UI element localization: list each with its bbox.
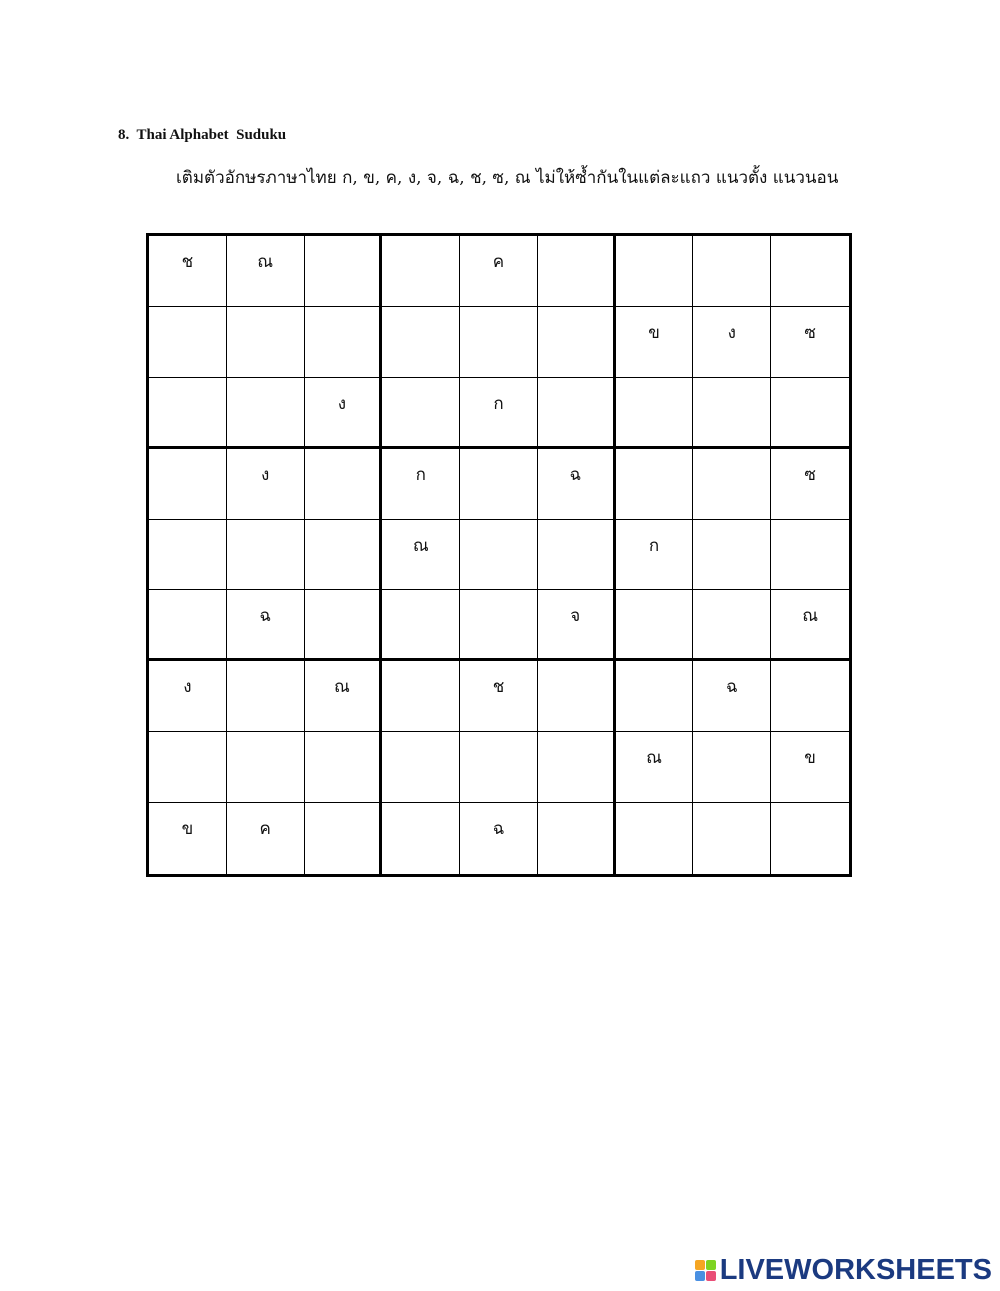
sudoku-empty-cell[interactable] [305, 732, 383, 803]
sudoku-given-cell: ข [616, 307, 694, 378]
sudoku-empty-cell[interactable] [693, 236, 771, 307]
sudoku-empty-cell[interactable] [460, 520, 538, 591]
sudoku-empty-cell[interactable] [538, 307, 616, 378]
sudoku-given-cell: ฉ [227, 590, 305, 661]
sudoku-empty-cell[interactable] [149, 449, 227, 520]
sudoku-empty-cell[interactable] [305, 449, 383, 520]
sudoku-given-cell: จ [538, 590, 616, 661]
sudoku-given-cell: ข [771, 732, 849, 803]
sudoku-empty-cell[interactable] [227, 520, 305, 591]
sudoku-given-cell: ข [149, 803, 227, 874]
sudoku-empty-cell[interactable] [305, 236, 383, 307]
sudoku-given-cell: ก [616, 520, 694, 591]
sudoku-empty-cell[interactable] [538, 661, 616, 732]
logo-mark-icon [695, 1260, 716, 1281]
sudoku-empty-cell[interactable] [538, 236, 616, 307]
sudoku-given-cell: ณ [305, 661, 383, 732]
sudoku-empty-cell[interactable] [771, 520, 849, 591]
sudoku-empty-cell[interactable] [616, 378, 694, 449]
sudoku-empty-cell[interactable] [227, 661, 305, 732]
sudoku-empty-cell[interactable] [382, 236, 460, 307]
sudoku-empty-cell[interactable] [771, 378, 849, 449]
sudoku-empty-cell[interactable] [693, 732, 771, 803]
sudoku-given-cell: ช [149, 236, 227, 307]
sudoku-given-cell: ณ [771, 590, 849, 661]
sudoku-given-cell: ซ [771, 449, 849, 520]
sudoku-empty-cell[interactable] [771, 661, 849, 732]
sudoku-given-cell: ฉ [693, 661, 771, 732]
sudoku-empty-cell[interactable] [616, 236, 694, 307]
sudoku-empty-cell[interactable] [616, 803, 694, 874]
sudoku-given-cell: ค [460, 236, 538, 307]
sudoku-empty-cell[interactable] [616, 590, 694, 661]
liveworksheets-logo [695, 1254, 992, 1287]
sudoku-empty-cell[interactable] [149, 307, 227, 378]
sudoku-empty-cell[interactable] [771, 236, 849, 307]
sudoku-given-cell: ง [305, 378, 383, 449]
sudoku-given-cell: ง [693, 307, 771, 378]
sudoku-given-cell: ฉ [538, 449, 616, 520]
sudoku-empty-cell[interactable] [460, 449, 538, 520]
sudoku-empty-cell[interactable] [149, 520, 227, 591]
sudoku-given-cell: ฉ [460, 803, 538, 874]
sudoku-grid [146, 233, 852, 877]
logo-text: LIVEWORKSHEETS [719, 1254, 992, 1286]
sudoku-empty-cell[interactable] [382, 661, 460, 732]
sudoku-empty-cell[interactable] [460, 307, 538, 378]
sudoku-empty-cell[interactable] [616, 449, 694, 520]
sudoku-empty-cell[interactable] [538, 732, 616, 803]
sudoku-empty-cell[interactable] [382, 590, 460, 661]
sudoku-given-cell: ง [227, 449, 305, 520]
sudoku-empty-cell[interactable] [227, 307, 305, 378]
sudoku-empty-cell[interactable] [305, 520, 383, 591]
sudoku-empty-cell[interactable] [616, 661, 694, 732]
sudoku-empty-cell[interactable] [305, 307, 383, 378]
sudoku-empty-cell[interactable] [305, 590, 383, 661]
sudoku-empty-cell[interactable] [538, 803, 616, 874]
sudoku-empty-cell[interactable] [693, 378, 771, 449]
sudoku-given-cell: ซ [771, 307, 849, 378]
sudoku-empty-cell[interactable] [693, 803, 771, 874]
sudoku-given-cell: ณ [616, 732, 694, 803]
worksheet-title: 8. Thai Alphabet Suduku [118, 127, 287, 143]
sudoku-empty-cell[interactable] [693, 520, 771, 591]
sudoku-empty-cell[interactable] [382, 803, 460, 874]
sudoku-given-cell: ณ [227, 236, 305, 307]
sudoku-empty-cell[interactable] [149, 732, 227, 803]
sudoku-empty-cell[interactable] [149, 590, 227, 661]
sudoku-given-cell: ช [460, 661, 538, 732]
sudoku-empty-cell[interactable] [693, 590, 771, 661]
sudoku-empty-cell[interactable] [382, 307, 460, 378]
sudoku-empty-cell[interactable] [149, 378, 227, 449]
sudoku-given-cell: ณ [382, 520, 460, 591]
sudoku-empty-cell[interactable] [227, 732, 305, 803]
sudoku-empty-cell[interactable] [305, 803, 383, 874]
sudoku-empty-cell[interactable] [693, 449, 771, 520]
sudoku-empty-cell[interactable] [460, 732, 538, 803]
sudoku-empty-cell[interactable] [538, 378, 616, 449]
sudoku-empty-cell[interactable] [771, 803, 849, 874]
sudoku-empty-cell[interactable] [227, 378, 305, 449]
sudoku-given-cell: ค [227, 803, 305, 874]
instruction-text: เติมตัวอักษรภาษาไทย ก, ข, ค, ง, จ, ฉ, ช, ซ, ณ ไม่ให้ซ้ำกันในแต่ละแถว แนวตั้ง แนวนอน [176, 168, 839, 188]
sudoku-empty-cell[interactable] [460, 590, 538, 661]
sudoku-given-cell: ง [149, 661, 227, 732]
sudoku-empty-cell[interactable] [382, 732, 460, 803]
sudoku-given-cell: ก [382, 449, 460, 520]
sudoku-empty-cell[interactable] [382, 378, 460, 449]
sudoku-empty-cell[interactable] [538, 520, 616, 591]
sudoku-given-cell: ก [460, 378, 538, 449]
